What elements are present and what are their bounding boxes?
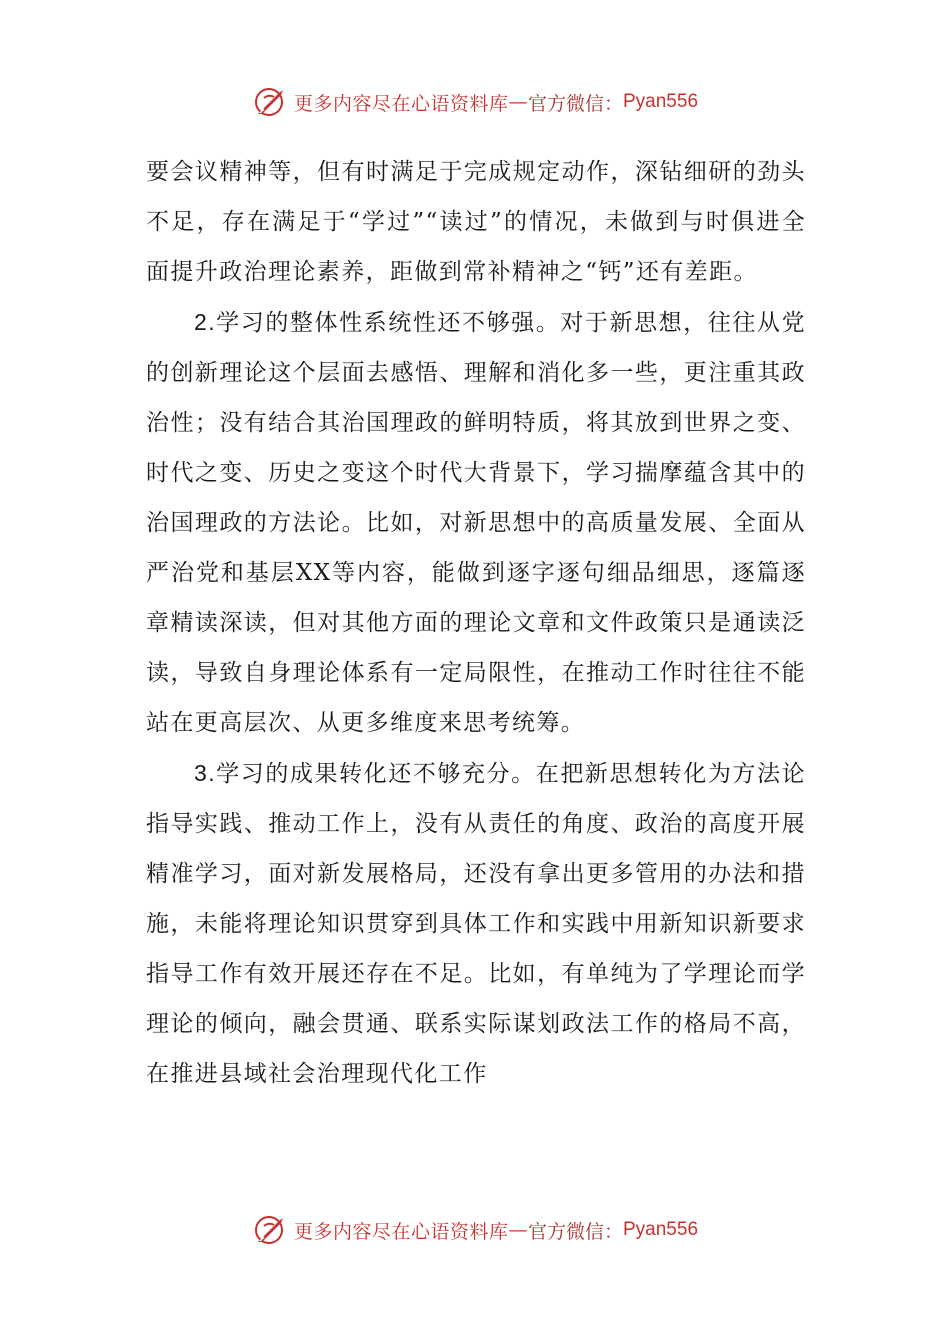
footer-brand-text: 更多内容尽在心语资料库	[293, 1220, 509, 1243]
footer-wechat-id: Pyan556	[623, 1219, 699, 1240]
header-wechat-label: 官方微信：	[527, 92, 623, 115]
footer-separator: —	[508, 1219, 528, 1241]
footer-wechat-label: 官方微信：	[527, 1220, 623, 1243]
footer-banner	[0, 1210, 950, 1250]
paragraph-number: 2.	[194, 309, 216, 335]
paragraph-number: 3.	[194, 760, 216, 786]
pen-logo-icon	[252, 1212, 288, 1248]
paragraph-item-3	[146, 748, 806, 1099]
header-separator: —	[508, 91, 528, 113]
pen-logo-icon	[252, 84, 288, 120]
paragraph-item-2	[146, 297, 806, 748]
paragraph-text: 学习的成果转化还不够充分。在把新思想转化为方法论指导实践、推动工作上，没有从责任的角度、政治的高度开展精准学习，面对新发展格局，还没有拿出更多管用的办法和措施，未能将理论知识贯穿到具体工作和实践中用新知识新要求指导工作有效开展还存在不足。比如，有单纯为了学理论而学理论的倾向，融会贯通、联系实际谋划政法工作的格局不高，在推进县域社会治理现代化工作	[146, 761, 806, 1087]
paragraph-text: 要会议精神等，但有时满足于完成规定动作，深钻细研的劲头不足，存在满足于“学过”“读过”的情况，未做到与时俱进全面提升政治理论素养，距做到常补精神之“钙”还有差距。	[146, 159, 806, 285]
paragraph-text: 学习的整体性系统性还不够强。对于新思想，往往从党的创新理论这个层面去感悟、理解和消化多一些，更注重其政治性；没有结合其治国理政的鲜明特质，将其放到世界之变、时代之变、历史之变这个时代大背景下，学习揣摩蕴含其中的治国理政的方法论。比如，对新思想中的高质量发展、全面从严治党和基层XX等内容，能做到逐字逐句细品细思，逐篇逐章精读深读，但对其他方面的理论文章和文件政策只是通读泛读，导致自身理论体系有一定局限性，在推动工作时往往不能站在更高层次、从更多维度来思考统筹。	[146, 310, 806, 736]
paragraph-continuation	[146, 147, 806, 297]
header-brand-text: 更多内容尽在心语资料库	[293, 92, 509, 115]
header-wechat-id: Pyan556	[623, 91, 699, 112]
document-body	[146, 147, 806, 1099]
header-banner	[0, 82, 950, 122]
